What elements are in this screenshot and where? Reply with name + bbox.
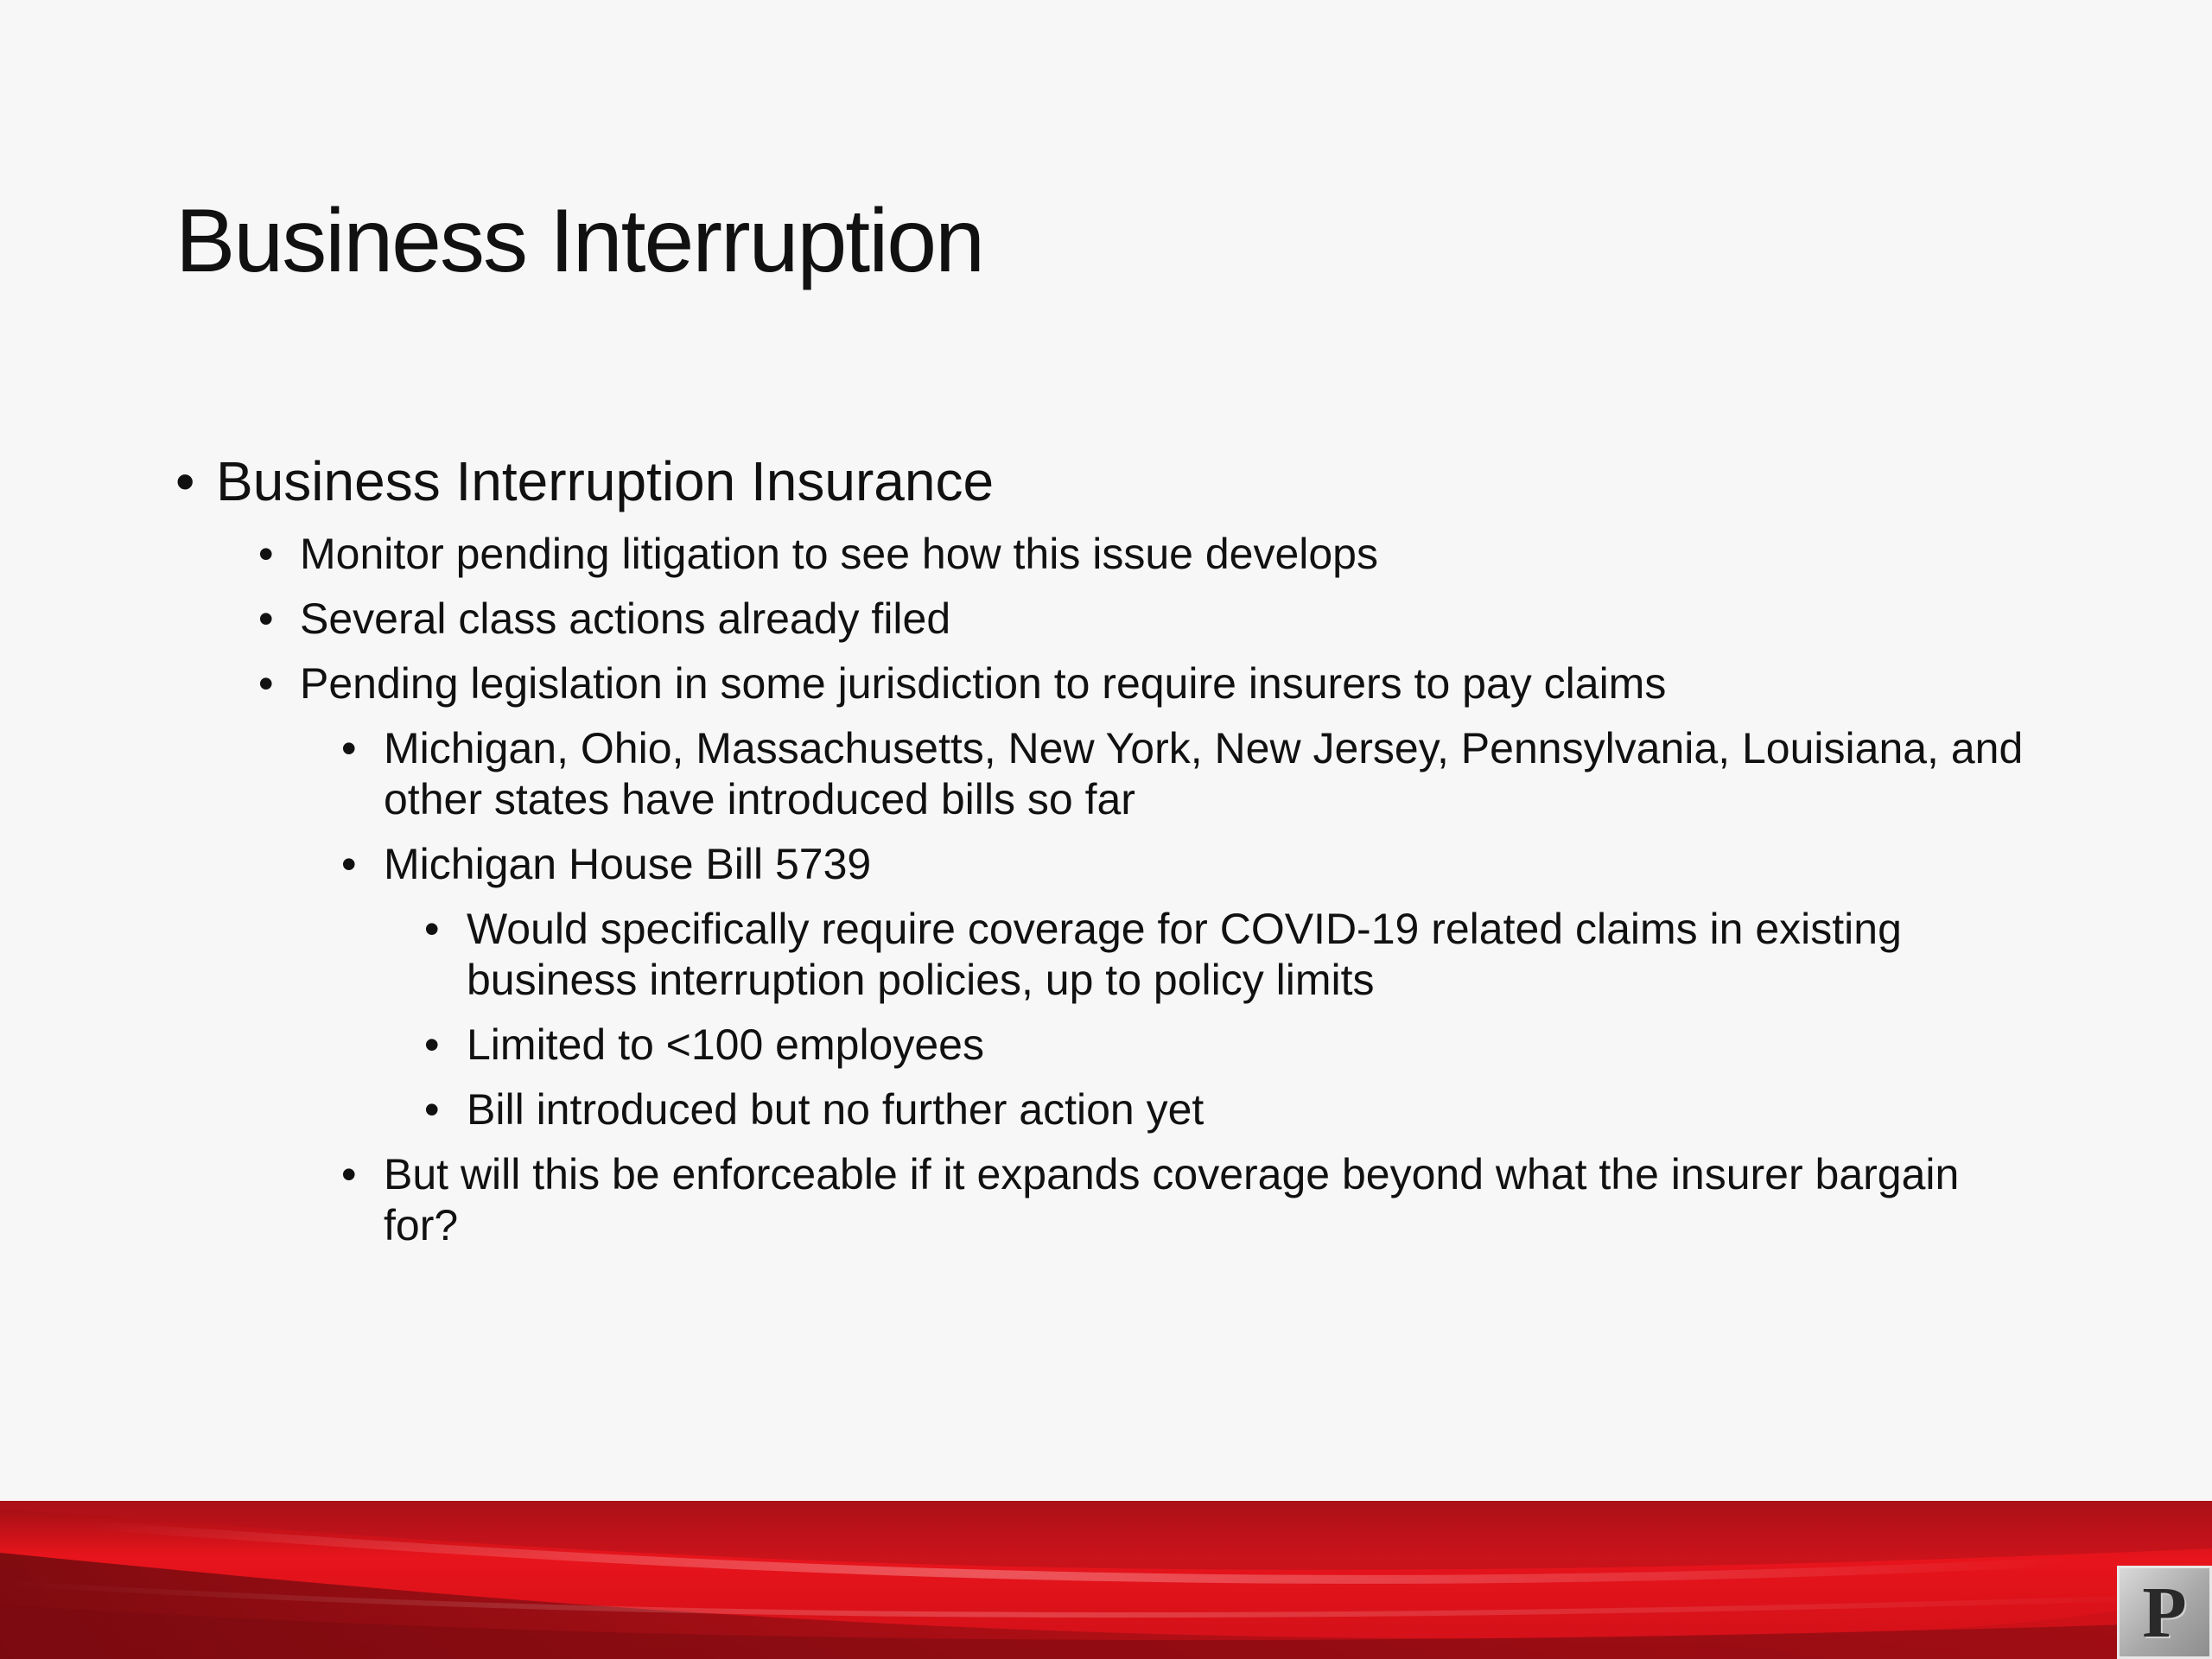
footer-band [0,1501,2212,1659]
bullet-text: Bill introduced but no further action yet [467,1084,1205,1134]
bullet-text: Pending legislation in some jurisdiction to require insurers to pay claims [300,658,1667,708]
bullet-text: Limited to <100 employees [467,1020,984,1069]
bullet-item [258,594,2028,645]
bullet-item [424,904,2039,1006]
bullet-item [341,723,2030,825]
bullet-text: But will this be enforceable if it expands coverage beyond what the insurer bargain for? [384,1149,1960,1249]
bullet-item [258,658,2028,709]
bullet-text: Michigan House Bill 5739 [384,839,872,888]
bullet-item [424,1020,2039,1071]
bullet-icon: • [258,658,274,708]
bullet-text: Michigan, Ohio, Massachusetts, New York, New Jersey, Pennsylvania, Louisiana, and other states have introduced bills so far [384,723,2024,823]
bullet-icon: • [175,450,195,512]
bullet-icon: • [258,594,274,643]
bullet-icon: • [341,723,357,772]
footer-swoosh [0,1501,2212,1659]
bullet-icon: • [424,1084,440,1134]
bullet-text: Several class actions already filed [300,594,951,643]
company-logo: P [2117,1566,2212,1659]
bullet-item [424,1084,2039,1135]
bullet-item [341,839,2030,890]
bullet-list [175,449,2076,1251]
bullet-item [258,529,2028,580]
bullet-icon: • [424,904,440,953]
bullet-icon: • [341,1149,357,1198]
bullet-item [341,1149,2030,1251]
slide-title: Business Interruption [175,191,983,291]
bullet-icon: • [424,1020,440,1069]
bullet-text: Business Interruption Insurance [216,450,995,512]
bullet-item [175,449,2076,515]
bullet-text: Would specifically require coverage for COVID-19 related claims in existing business interruption policies, up to policy limits [467,904,1902,1004]
bullet-icon: • [341,839,357,888]
bullet-icon: • [258,529,274,578]
bullet-text: Monitor pending litigation to see how this issue develops [300,529,1378,578]
